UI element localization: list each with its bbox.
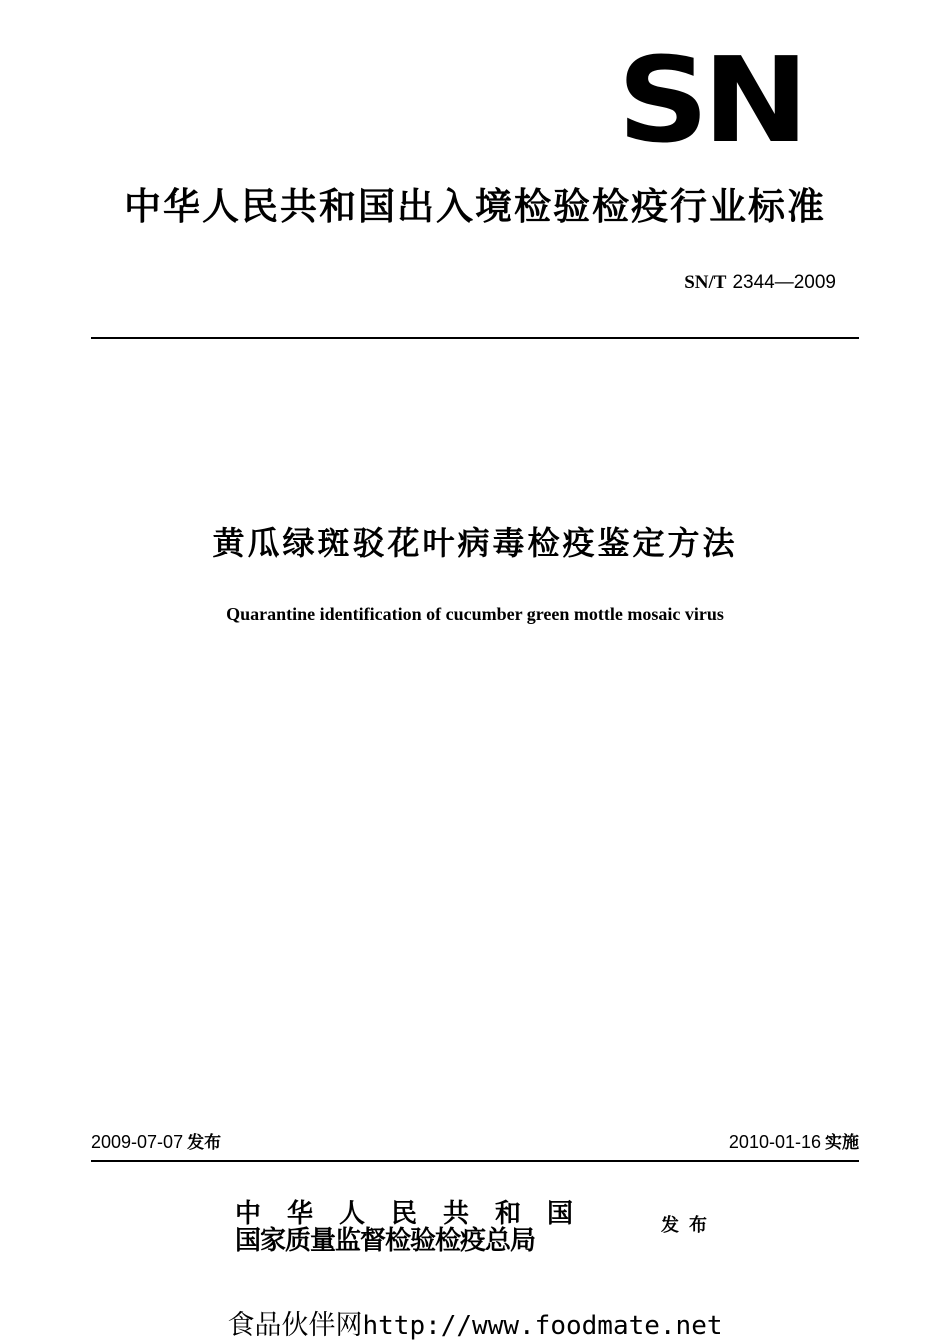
watermark [0, 1308, 950, 1344]
issuer-country: 中华人民共和国 [235, 1199, 600, 1229]
implementation-date-value: 2010-01-16 [728, 1132, 821, 1152]
watermark-url[interactable]: http://www.foodmate.net [362, 1311, 723, 1341]
standard-number-value: 2344—2009 [732, 272, 836, 293]
standard-code: SN/T [684, 272, 727, 293]
implementation-date-label: 实施 [825, 1133, 859, 1153]
issue-date-label: 发布 [187, 1133, 222, 1153]
document-title-english: Quarantine identification of cucumber green mottle mosaic virus [226, 604, 724, 624]
standard-category-title: 中华人民共和国出入境检验检疫行业标准 [124, 185, 826, 228]
standard-number [684, 270, 836, 296]
top-divider [91, 337, 859, 339]
watermark-site-name: 食品伙伴网 [227, 1310, 363, 1341]
bottom-divider [91, 1160, 859, 1162]
implementation-date [729, 1129, 859, 1156]
issue-date-value: 2009-07-07 [91, 1132, 184, 1152]
document-title-chinese: 黄瓜绿斑驳花叶病毒检疫鉴定方法 [212, 524, 738, 562]
publish-label: 发布 [661, 1215, 717, 1236]
sn-logo: SN [617, 31, 803, 169]
issuer-agency: 国家质量监督检验检疫总局 [235, 1226, 536, 1256]
issue-date [91, 1129, 221, 1156]
